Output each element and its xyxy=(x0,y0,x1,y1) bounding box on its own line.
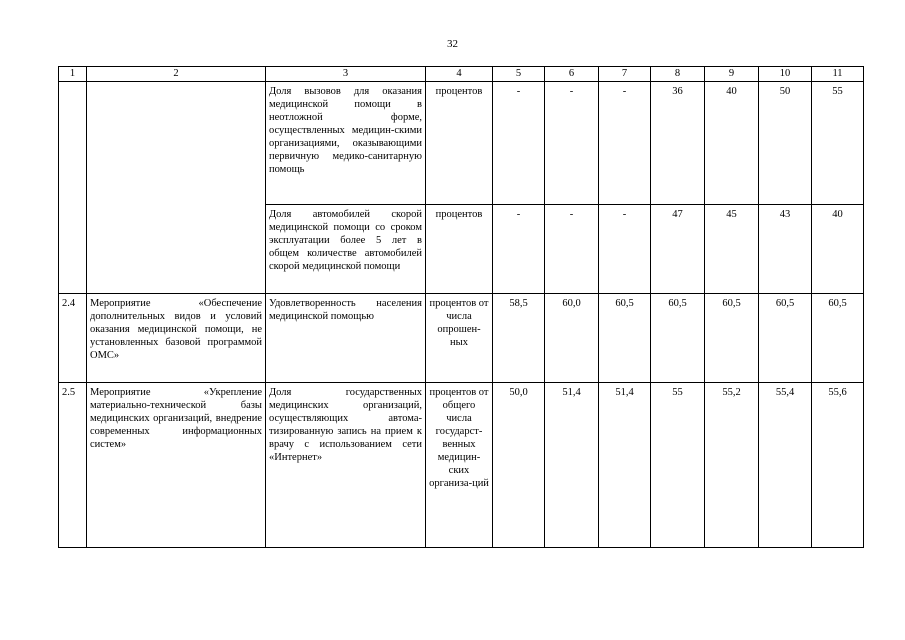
value-cell: - xyxy=(493,205,545,294)
table-row xyxy=(59,383,864,548)
value-cell: - xyxy=(493,82,545,205)
value-cell: 55,2 xyxy=(705,383,759,548)
unit-cell: процентов xyxy=(426,205,493,294)
value-cell: - xyxy=(599,205,651,294)
value-cell: - xyxy=(545,82,599,205)
value-cell: 60,5 xyxy=(759,294,812,383)
value-cell: 60,5 xyxy=(599,294,651,383)
column-header: 10 xyxy=(759,67,812,82)
value-cell: 45 xyxy=(705,205,759,294)
unit-cell: процентов от числа опрошен-ных xyxy=(426,294,493,383)
value-cell: 60,5 xyxy=(812,294,864,383)
value-cell: 58,5 xyxy=(493,294,545,383)
column-header: 11 xyxy=(812,67,864,82)
column-header: 6 xyxy=(545,67,599,82)
column-header: 7 xyxy=(599,67,651,82)
value-cell: 40 xyxy=(705,82,759,205)
indicator-cell: Доля автомобилей скорой медицинской помощи со сроком эксплуатации более 5 лет в общем количестве автомобилей скорой медицинской помощи xyxy=(266,205,426,294)
column-header: 3 xyxy=(266,67,426,82)
indicator-cell: Доля государственных медицинских организаций, осуществляющих автома-тизированную запись на прием к врачу с использованием сети «Интернет» xyxy=(266,383,426,548)
unit-cell: процентов xyxy=(426,82,493,205)
column-header: 1 xyxy=(59,67,87,82)
table-row xyxy=(59,294,864,383)
indicator-cell: Доля вызовов для оказания медицинской помощи в неотложной форме, осуществленных медицин-скими организациями, оказывающими первичную медико-санитарную помощь xyxy=(266,82,426,205)
value-cell: 55,6 xyxy=(812,383,864,548)
header-row xyxy=(59,67,864,82)
row-number-cell xyxy=(59,82,87,294)
column-header: 9 xyxy=(705,67,759,82)
value-cell: - xyxy=(545,205,599,294)
row-number-cell: 2.5 xyxy=(59,383,87,548)
indicator-cell: Удовлетворенность населения медицинской помощью xyxy=(266,294,426,383)
value-cell: 60,5 xyxy=(651,294,705,383)
value-cell: 50 xyxy=(759,82,812,205)
column-header: 5 xyxy=(493,67,545,82)
value-cell: 55,4 xyxy=(759,383,812,548)
value-cell: 55 xyxy=(812,82,864,205)
event-cell: Мероприятие «Укрепление материально-технической базы медицинских организаций, внедрение современных информационных систем» xyxy=(87,383,266,548)
value-cell: 60,0 xyxy=(545,294,599,383)
table-row xyxy=(59,82,864,205)
column-header: 2 xyxy=(87,67,266,82)
column-header: 8 xyxy=(651,67,705,82)
value-cell: 60,5 xyxy=(705,294,759,383)
event-cell: Мероприятие «Обеспечение дополнительных видов и условий оказания медицинской помощи, не установленных базовой программой ОМС» xyxy=(87,294,266,383)
value-cell: 50,0 xyxy=(493,383,545,548)
value-cell: 51,4 xyxy=(545,383,599,548)
value-cell: 40 xyxy=(812,205,864,294)
value-cell: 47 xyxy=(651,205,705,294)
value-cell: 36 xyxy=(651,82,705,205)
event-cell xyxy=(87,82,266,294)
value-cell: - xyxy=(599,82,651,205)
page-number: 32 xyxy=(447,38,458,50)
value-cell: 51,4 xyxy=(599,383,651,548)
value-cell: 43 xyxy=(759,205,812,294)
value-cell: 55 xyxy=(651,383,705,548)
unit-cell: процентов от общего числа государст-венных медицин-ских организа-ций xyxy=(426,383,493,548)
indicators-table xyxy=(58,66,864,548)
column-header: 4 xyxy=(426,67,493,82)
row-number-cell: 2.4 xyxy=(59,294,87,383)
